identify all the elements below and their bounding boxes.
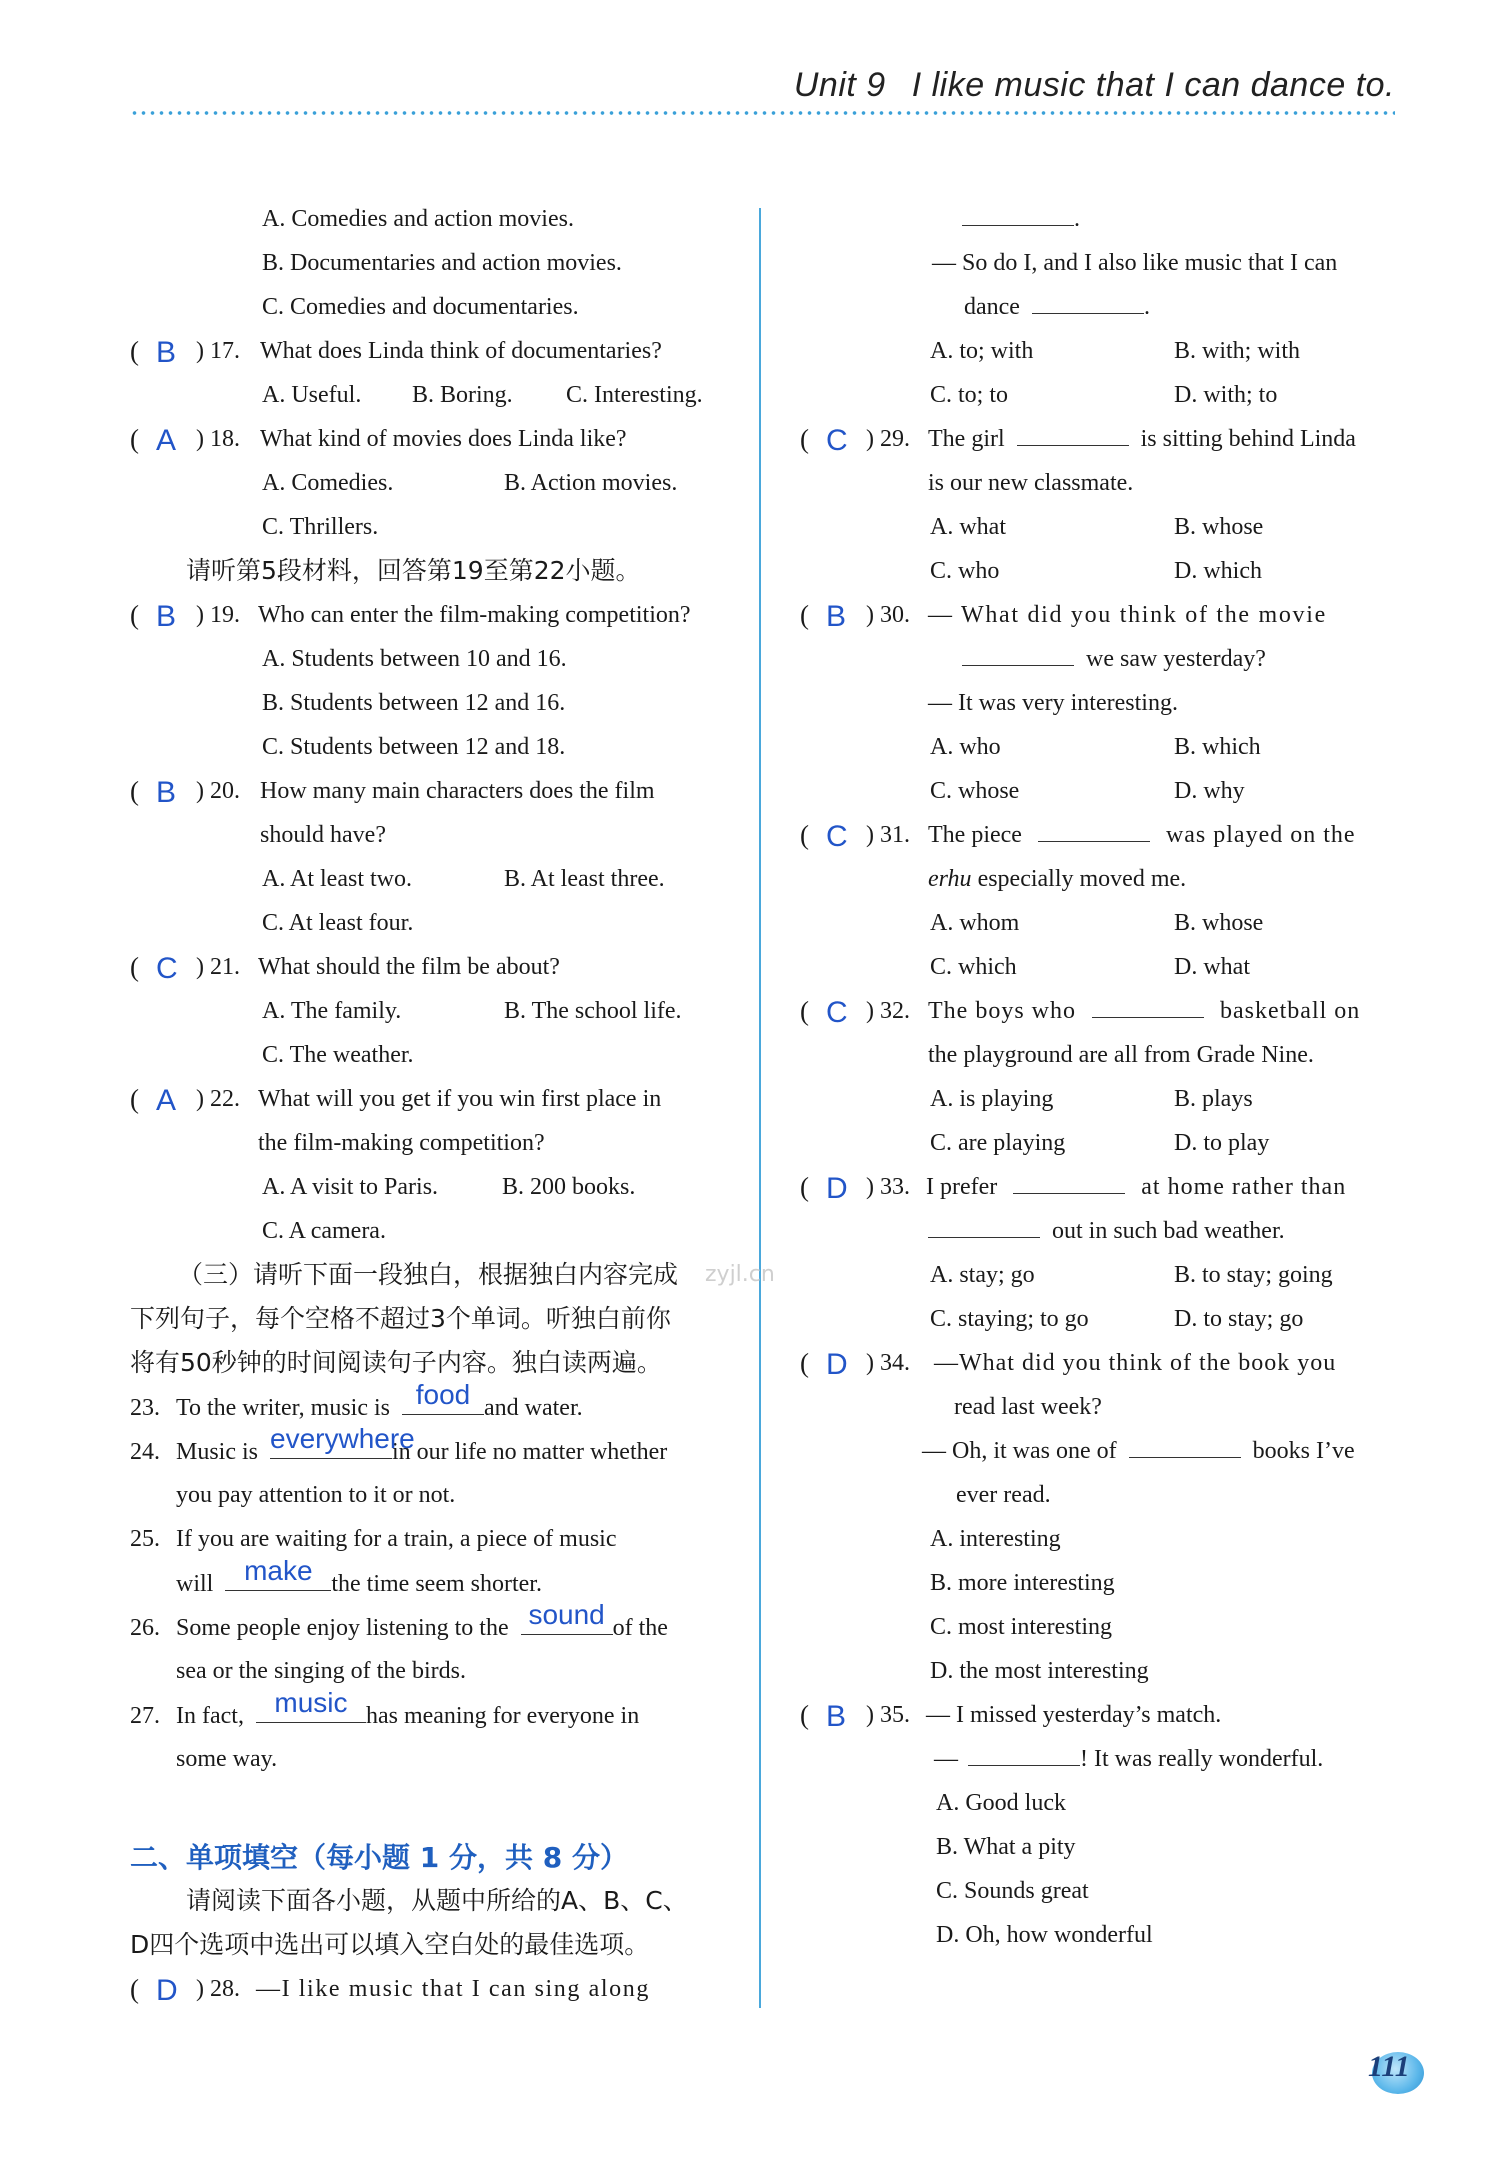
answer-paren: ( [130,336,139,366]
answer-paren: ( [800,1172,809,1202]
question-text-cont: should have? [260,822,386,848]
sentence-end: at home rather than [1141,1174,1347,1200]
question-28-cont: — So do I, and I also like music that I can [932,250,1338,276]
option-d: D. the most interesting [930,1658,1149,1684]
filled-answer: food [415,1379,471,1410]
sentence-start: dance [964,294,1020,320]
sentence-start: The piece [928,822,1022,848]
question-text [928,820,1356,850]
blank-line [1013,1173,1125,1194]
question-number: ) 21. [196,954,240,980]
question-text-cont: — It was very interesting. [928,690,1178,716]
option: B. Documentaries and action movies. [262,250,622,276]
blank-line [1017,425,1129,446]
part3-instruction-line: 将有50秒钟的时间阅读句子内容。独白读两遍。 [130,1348,662,1377]
question-text [928,424,1356,454]
answer-blank [256,1687,366,1723]
blank-line [928,1217,1040,1238]
option-b: B. At least three. [504,866,665,892]
italic-word: erhu [928,866,972,892]
question-text-cont [928,1216,1285,1246]
option-b: B. which [1174,734,1261,760]
option-c: C. Interesting. [566,382,703,408]
sentence-end: books I’ve [1252,1438,1355,1464]
question-26 [130,1599,668,1643]
option-a: A. A visit to Paris. [262,1174,439,1200]
answer-mark: A [156,1084,177,1117]
listening-instruction: 请听第5段材料，回答第19至第22小题。 [186,556,641,585]
question-text-cont [962,644,1266,674]
option-b: B. whose [1174,910,1264,936]
option-c: C. which [930,954,1017,980]
option-c: C. Thrillers. [262,514,379,540]
answer-paren: ( [800,600,809,630]
option-a: A. interesting [930,1526,1061,1552]
sentence-start: To the writer, music is [176,1395,390,1421]
question-number: 24. [130,1439,160,1465]
question-text-cont: the film-making competition? [258,1130,545,1156]
sentence-start: Some people enjoy listening to the [176,1615,509,1641]
question-number: ) 17. [196,338,240,364]
question-23 [130,1379,583,1423]
blank-line [968,1745,1080,1766]
answer-mark: C [826,424,848,457]
dash: — [934,1746,958,1772]
answer-mark: D [156,1974,178,2007]
option-a: A. stay; go [930,1262,1035,1288]
filled-answer: make [244,1555,313,1586]
option-d: D. Oh, how wonderful [936,1922,1153,1948]
question-text: How many main characters does the film [260,778,655,804]
answer-blank [402,1379,484,1415]
sentence-start: I prefer [926,1174,998,1200]
column-divider [759,208,761,2008]
question-number: 25. [130,1526,160,1552]
option-a: A. The family. [262,998,402,1024]
question-text: —What did you think of the book you [934,1350,1337,1376]
option-c: C. who [930,558,1000,584]
sentence-end: especially moved me. [977,866,1187,892]
option-d: D. what [1174,954,1250,980]
answer-mark: C [156,952,178,985]
option-b: B. What a pity [936,1834,1076,1860]
sentence-end: has meaning for everyone in [365,1703,640,1729]
blank-line [1032,293,1144,314]
question-number: ) 19. [196,602,240,628]
question-number: ) 28. [196,1976,240,2002]
question-text: Who can enter the film-making competition? [258,602,691,628]
answer-blank [521,1599,613,1635]
answer-paren: ( [130,424,139,454]
question-number: 26. [130,1615,160,1641]
question-number: 23. [130,1395,160,1421]
question-text-cont: ever read. [956,1482,1051,1508]
answer-mark: D [826,1348,848,1381]
question-27-cont: some way. [176,1746,278,1772]
question-text: — What did you think of the movie [928,602,1327,628]
question-27 [130,1687,640,1731]
answer-mark: B [156,600,177,633]
section-instruction-line: 请阅读下面各小题，从题中所给的A、B、C、 [186,1886,688,1915]
blank-line [1038,821,1150,842]
option-a: A. who [930,734,1001,760]
sentence-end: the time seem shorter. [331,1571,542,1597]
sentence-end: we saw yesterday? [1086,646,1266,672]
answer-mark: C [826,820,848,853]
question-number: ) 29. [866,426,910,452]
option-a: A. At least two. [262,866,412,892]
sentence-end: out in such bad weather. [1052,1218,1285,1244]
answer-paren: ( [130,776,139,806]
question-25-cont [176,1555,542,1599]
option-a: A. Students between 10 and 16. [262,646,567,672]
option-c: C. staying; to go [930,1306,1089,1332]
answer-mark: B [156,336,177,369]
option-b: B. plays [1174,1086,1253,1112]
sentence-end: basketball on [1219,998,1361,1024]
question-28-cont [964,292,1150,322]
question-24-cont: you pay attention to it or not. [176,1482,456,1508]
answer-mark: B [156,776,177,809]
option-b: B. The school life. [504,998,682,1024]
sentence-start: The boys who [928,998,1076,1024]
question-text-cont [928,864,1186,894]
part3-instruction-line: 下列句子，每个空格不超过3个单词。听独白前你 [130,1304,671,1333]
answer-paren: ( [800,1348,809,1378]
sentence-start: — Oh, it was one of [922,1438,1117,1464]
question-text-cont: is our new classmate. [928,470,1134,496]
option-b: B. more interesting [930,1570,1115,1596]
answer-paren: ( [800,1700,809,1730]
question-number: ) 35. [866,1702,910,1728]
sentence-start: If you are waiting for a train, a piece of music [176,1526,617,1552]
option-a: A. to; with [930,338,1034,364]
answer-paren: ( [800,820,809,850]
answer-mark: C [826,996,848,1029]
question-number: ) 31. [866,822,910,848]
option-a: A. Comedies. [262,470,394,496]
option-d: D. which [1174,558,1262,584]
question-number: ) 22. [196,1086,240,1112]
answer-paren: ( [800,996,809,1026]
question-number: ) 20. [196,778,240,804]
question-number: ) 18. [196,426,240,452]
sentence-end: in our life no matter whether [392,1439,668,1465]
answer-paren: ( [800,424,809,454]
option-b: B. Action movies. [504,470,678,496]
sentence-start: Music is [176,1439,259,1465]
blank-line [1129,1437,1241,1458]
unit-label: Unit 9 [793,66,886,104]
question-number: ) 30. [866,602,910,628]
question-text-cont: read last week? [954,1394,1102,1420]
punctuation: . [1143,294,1150,320]
filled-answer: everywhere [270,1423,415,1454]
question-text: What kind of movies does Linda like? [260,426,627,452]
option-d: D. to play [1174,1130,1270,1156]
question-text [928,996,1360,1026]
option-a: A. whom [930,910,1020,936]
question-text-cont [922,1436,1355,1466]
answer-mark: B [826,600,847,633]
answer-paren: ( [130,1974,139,2004]
option-c: C. are playing [930,1130,1066,1156]
question-text-cont: the playground are all from Grade Nine. [928,1042,1314,1068]
option-c: C. A camera. [262,1218,386,1244]
page-number: 111 [1368,2050,1410,2083]
answer-mark: D [826,1172,848,1205]
option-a: A. is playing [930,1086,1054,1112]
option-b: B. Boring. [412,382,513,408]
option-c: C. to; to [930,382,1009,408]
blank-line [962,645,1074,666]
question-24 [130,1423,668,1467]
sentence-end: and water. [483,1395,583,1421]
option-c: C. Sounds great [936,1878,1089,1904]
part3-instruction-line: （三）请听下面一段独白，根据独白内容完成 [178,1260,679,1289]
question-26-cont: sea or the singing of the birds. [176,1658,466,1684]
watermark: zyjl.cn [705,1262,775,1287]
option-c: C. most interesting [930,1614,1112,1640]
blank-line [1092,997,1204,1018]
question-text: What should the film be about? [258,954,560,980]
answer-blank [270,1423,415,1459]
page-header [794,66,1395,105]
filled-answer: music [274,1687,348,1718]
option-b: B. Students between 12 and 16. [262,690,566,716]
question-number: ) 34. [866,1350,910,1376]
question-text-cont [934,1744,1323,1774]
question-text: What does Linda think of documentaries? [260,338,662,364]
unit-title: I like music that I can dance to. [911,66,1395,104]
question-text: —I like music that I can sing along [256,1976,650,2002]
question-text: What will you get if you win first place in [258,1086,662,1112]
header-dotted-rule [130,110,1395,116]
option-b: B. to stay; going [1174,1262,1333,1288]
filled-answer: sound [528,1599,605,1630]
answer-mark: B [826,1700,847,1733]
sentence-start: The girl [928,426,1005,452]
option-a: A. Useful. [262,382,362,408]
option-c: C. At least four. [262,910,414,936]
sentence-start: will [176,1571,214,1597]
answer-paren: ( [130,1084,139,1114]
sentence-end: was played on the [1165,822,1356,848]
option-d: D. to stay; go [1174,1306,1304,1332]
option-d: D. with; to [1174,382,1278,408]
sentence-end: ! It was really wonderful. [1080,1746,1324,1772]
option-a: A. Good luck [936,1790,1066,1816]
punctuation: . [1074,206,1080,232]
option-c: C. The weather. [262,1042,414,1068]
option-b: B. with; with [1174,338,1301,364]
question-number: ) 33. [866,1174,910,1200]
question-25 [130,1524,616,1554]
answer-paren: ( [130,952,139,982]
option-a: A. what [930,514,1006,540]
sentence-end: is sitting behind Linda [1140,426,1356,452]
question-text [926,1172,1346,1202]
question-number: ) 32. [866,998,910,1024]
option-c: C. whose [930,778,1020,804]
answer-mark: A [156,424,177,457]
question-text: — I missed yesterday’s match. [926,1702,1222,1728]
option-d: D. why [1174,778,1245,804]
answer-blank [225,1555,331,1591]
option: A. Comedies and action movies. [262,206,574,232]
blank-line [962,205,1074,226]
sentence-end: of the [612,1615,668,1641]
question-28-cont [962,204,1080,234]
question-number: 27. [130,1703,160,1729]
option: C. Comedies and documentaries. [262,294,579,320]
section-instruction-line: D四个选项中选出可以填入空白处的最佳选项。 [130,1930,650,1959]
sentence-start: In fact, [176,1703,244,1729]
option-b: B. 200 books. [502,1174,636,1200]
option-c: C. Students between 12 and 18. [262,734,566,760]
option-b: B. whose [1174,514,1264,540]
answer-paren: ( [130,600,139,630]
section-heading: 二、单项填空（每小题 1 分，共 8 分） [130,1841,628,1874]
